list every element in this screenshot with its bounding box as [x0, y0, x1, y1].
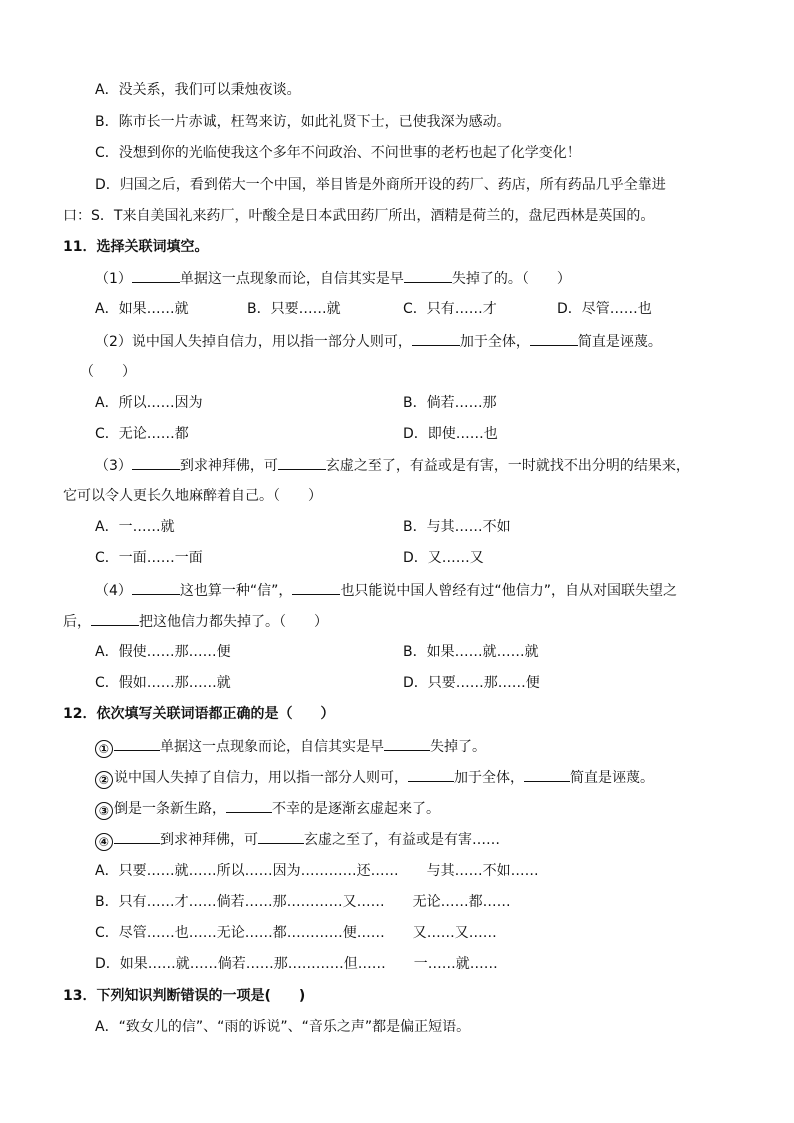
q11-p2-answer-paren: （ ） [80, 364, 136, 380]
q11-p3-option-a[interactable]: A．一……就 [95, 519, 175, 535]
circled-number-2: ② [95, 771, 113, 789]
option-c: C．没想到你的光临使我这个多年不问政治、不问世事的老朽也起了化学变化！ [95, 145, 581, 161]
question-13-title: 13．下列知识判断错误的一项是( ) [63, 988, 306, 1004]
q12-sentence-2 [95, 767, 654, 789]
answer-blank[interactable] [524, 767, 570, 782]
q11-p3-line2: 它可以令人更长久地麻醉着自己。（ ） [63, 488, 322, 504]
q11-p1-option-d[interactable]: D．尽管……也 [557, 301, 652, 317]
answer-blank[interactable] [530, 331, 578, 346]
q12-s3-pre: 倒是一条新生路， [114, 801, 226, 817]
option-d-line2: 口：S．T来自美国礼来药厂，叶酸全是日本武田药厂所出，酒精是荷兰的，盘尼西林是英国的。 [63, 208, 655, 224]
answer-blank[interactable] [292, 580, 340, 595]
q11-p2-option-b[interactable]: B．倘若……那 [403, 395, 497, 411]
q11-part2 [95, 331, 662, 352]
option-d-line1: D．归国之后，看到偌大一个中国，举目皆是外商所开设的药厂、药店，所有药品几乎全靠进 [95, 177, 666, 193]
q11-p4-line2-post: 把这他信力都失掉了。（ ） [139, 614, 328, 630]
q11-p4-option-c[interactable]: C．假如……那……就 [95, 675, 231, 691]
option-a: A．没关系，我们可以秉烛夜谈。 [95, 82, 301, 98]
circled-number-3: ③ [95, 802, 113, 820]
answer-blank[interactable] [412, 331, 460, 346]
option-b: B．陈市长一片赤诚，枉驾来访，如此礼贤下士，已使我深为感动。 [95, 114, 511, 130]
circled-number-1: ① [95, 740, 113, 758]
answer-blank[interactable] [384, 736, 430, 751]
answer-blank[interactable] [91, 611, 139, 626]
q12-s1-mid: 单据这一点现象而论，自信其实是早 [160, 739, 384, 755]
q12-s3-post: 不幸的是逐渐玄虚起来了。 [272, 801, 440, 817]
q12-sentence-1 [95, 736, 486, 758]
q11-p4-post: 也只能说中国人曾经有过“他信力”，自从对国联失望之 [340, 583, 677, 599]
q12-s2-mid: 加于全体， [454, 770, 524, 786]
q12-sentence-4 [95, 829, 500, 851]
q11-p3-option-c[interactable]: C．一面……一面 [95, 550, 203, 566]
q11-part4 [95, 580, 677, 601]
answer-blank[interactable] [114, 829, 160, 844]
q11-p3-option-b[interactable]: B．与其……不如 [403, 519, 511, 535]
q11-p1-post: 失掉了的。（ ） [451, 271, 571, 287]
answer-blank[interactable] [408, 767, 454, 782]
q11-p4-line2 [63, 611, 328, 632]
q11-p3-post: 玄虚之至了，有益或是有害，一时就找不出分明的结果来， [325, 458, 690, 474]
q11-p1-pre: （1） [95, 271, 132, 287]
q11-p1-option-c[interactable]: C．只有……才 [403, 301, 497, 317]
question-12-title: 12．依次填写关联词语都正确的是（ ） [63, 706, 335, 722]
answer-blank[interactable] [278, 455, 326, 470]
q12-s4-post: 玄虚之至了，有益或是有害…… [304, 832, 500, 848]
q12-sentence-3 [95, 798, 440, 820]
q11-p3-option-d[interactable]: D．又……又 [403, 550, 484, 566]
q11-p1-option-b[interactable]: B．只要……就 [247, 301, 341, 317]
q11-p2-mid: 加于全体， [459, 334, 530, 350]
q12-s2-post: 简直是诬蔑。 [570, 770, 654, 786]
answer-blank[interactable] [226, 798, 272, 813]
q11-p3-mid: 到求神拜佛，可 [179, 458, 278, 474]
q11-part1 [95, 268, 571, 289]
answer-blank[interactable] [132, 455, 180, 470]
q11-p1-option-a[interactable]: A．如果……就 [95, 301, 189, 317]
q11-p4-option-d[interactable]: D．只要……那……便 [403, 675, 540, 691]
q12-option-b[interactable]: B．只有……才……倘若……那…………又…… 无论……都…… [95, 894, 511, 910]
q12-option-d[interactable]: D．如果……就……倘若……那…………但…… 一……就…… [95, 956, 498, 972]
q11-p2-pre: （2）说中国人失掉自信力，用以指一部分人则可， [95, 334, 412, 350]
q12-option-c[interactable]: C．尽管……也……无论……都…………便…… 又……又…… [95, 925, 497, 941]
q11-p3-pre: （3） [95, 458, 132, 474]
question-11-title: 11．选择关联词填空。 [63, 239, 209, 255]
q12-s4-mid: 到求神拜佛，可 [160, 832, 258, 848]
q11-p4-pre: （4） [95, 583, 132, 599]
answer-blank[interactable] [132, 580, 180, 595]
q13-option-a[interactable]: A．“致女儿的信”、“雨的诉说”、“音乐之声”都是偏正短语。 [95, 1019, 471, 1035]
q11-p2-option-c[interactable]: C．无论……都 [95, 426, 189, 442]
q11-p2-post: 简直是诬蔑。 [577, 334, 662, 350]
q11-p2-option-a[interactable]: A．所以……因为 [95, 395, 203, 411]
q11-p4-mid: 这也算一种“信”， [179, 583, 293, 599]
q11-p4-option-a[interactable]: A．假使……那……便 [95, 644, 231, 660]
q11-p2-option-d[interactable]: D．即使……也 [403, 426, 498, 442]
q11-part3 [95, 455, 690, 476]
q12-option-a[interactable]: A．只要……就……所以……因为…………还…… 与其……不如…… [95, 863, 539, 879]
answer-blank[interactable] [114, 736, 160, 751]
q11-p4-option-b[interactable]: B．如果……就……就 [403, 644, 539, 660]
circled-number-4: ④ [95, 833, 113, 851]
answer-blank[interactable] [132, 268, 180, 283]
answer-blank[interactable] [404, 268, 452, 283]
q12-s2-pre: 说中国人失掉了自信力，用以指一部分人则可， [114, 770, 408, 786]
q12-s1-post: 失掉了。 [430, 739, 486, 755]
answer-blank[interactable] [258, 829, 304, 844]
q11-p4-line2-pre: 后， [63, 614, 91, 630]
q11-p1-mid: 单据这一点现象而论，自信其实是早 [179, 271, 404, 287]
